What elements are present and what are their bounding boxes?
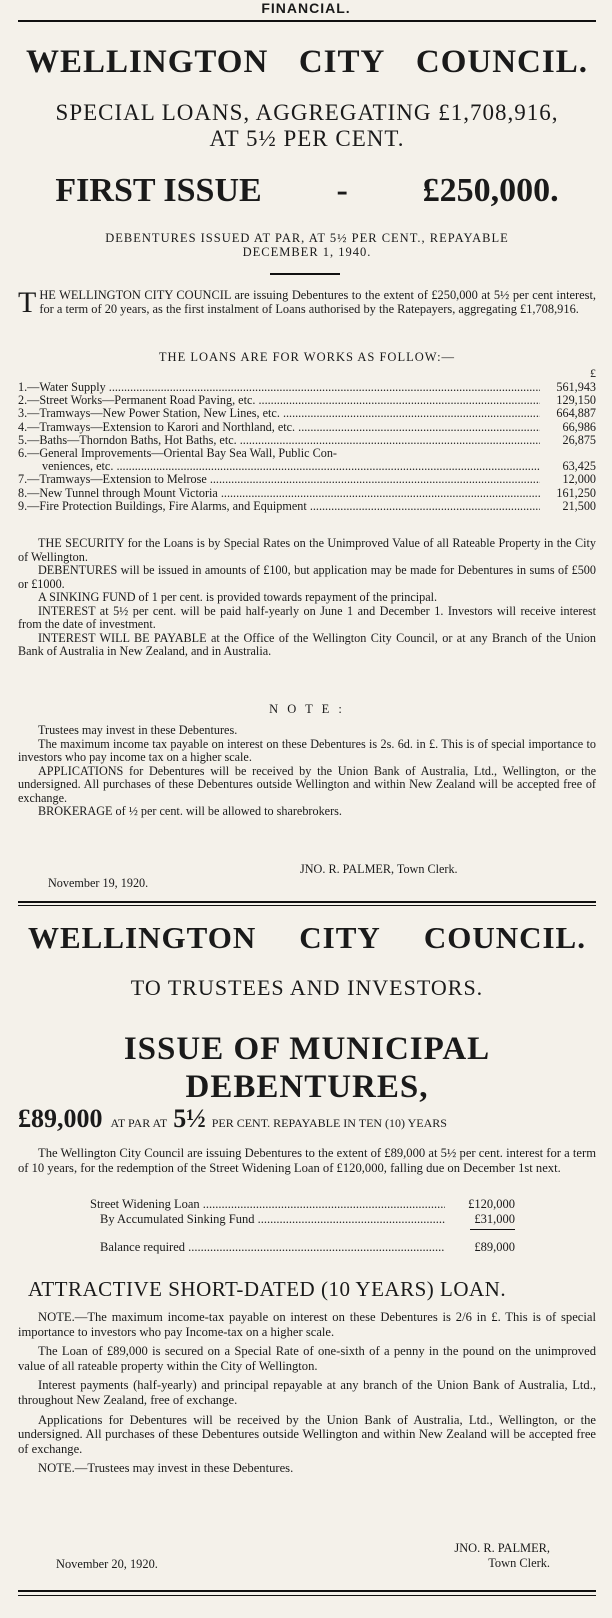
separator-rule	[18, 901, 596, 903]
ad1-paragraphs	[18, 537, 596, 659]
balance-amount: £89,000	[474, 1240, 515, 1254]
loan-label: 1.—Water Supply .....	[18, 381, 540, 394]
ad2-signature-name: JNO. R. PALMER,	[454, 1541, 550, 1555]
bottom-rule-thin	[18, 1595, 596, 1596]
ad1-paragraph: DEBENTURES will be issued in amounts of £100, but application may be made for Debentures in sums of £500 or £1000.	[18, 563, 596, 591]
ad2-issue-line1: ISSUE OF MUNICIPAL	[123, 1031, 491, 1067]
ad1-paragraph: INTEREST WILL BE PAYABLE at the Office of the Wellington City Council, or at any Branch of the Union Bank of Australia in New Zealand, and in Australia.	[18, 630, 596, 658]
loan-amount: 63,425	[562, 459, 596, 474]
separator-rule-thin	[18, 905, 596, 906]
ad1-issue-label: FIRST ISSUE	[55, 172, 262, 209]
ad2-intro-text: The Wellington City Council are issuing Debentures to the extent of £89,000 at 5½ per cent. interest for a term of 10 years, for the redemption of the Street Widening Loan of £120,000, falling due on December 1st next.	[18, 1146, 596, 1175]
account-amount: £120,000	[468, 1197, 515, 1211]
ad1-title-word: COUNCIL.	[415, 44, 588, 80]
balance-row	[100, 1240, 515, 1255]
ad1-issue-dash: -	[336, 172, 348, 209]
ad1-loans-list	[18, 381, 596, 513]
ad1-subtitle-line2: AT 5½ PER CENT.	[209, 126, 405, 151]
ad2-title-word: CITY	[299, 920, 381, 955]
short-divider	[270, 273, 340, 275]
ad2-attractive-heading: ATTRACTIVE SHORT-DATED (10 YEARS) LOAN.	[28, 1277, 507, 1301]
ad1-paragraph: THE SECURITY for the Loans is by Special Rates on the Unimproved Value of all Rateable Property in the City of Wellington.	[18, 536, 596, 564]
currency-symbol: £	[590, 366, 596, 380]
ad2-title-word: COUNCIL.	[423, 920, 586, 955]
ad2-paragraph: Applications for Debentures will be received by the Union Bank of Australia, Ltd., Wellington, or the undersigned. All purchases of these Debentures outside Wellington and within New Zealand will be accepted free of exchange.	[18, 1412, 596, 1456]
ad2-paragraph: NOTE.—The maximum income-tax payable on interest on these Debentures is 2/6 in £. This is of special importance to investors who pay Income-tax on a higher scale.	[18, 1310, 596, 1339]
ad1-title	[18, 44, 596, 81]
ad2-balance	[100, 1240, 515, 1255]
account-label: By Accumulated Sinking Fund .....	[100, 1212, 445, 1227]
ad2-subtitle: TO TRUSTEES AND INVESTORS.	[130, 975, 484, 1000]
ad1-paragraph: INTEREST at 5½ per cent. will be paid half-yearly on June 1 and December 1. Investors will receive interest from the date of investment.	[18, 603, 596, 631]
loan-label: 7.—Tramways—Extension to Melrose .....	[18, 473, 540, 486]
ad1-subtitle-line1: SPECIAL LOANS, AGGREGATING £1,708,916,	[55, 100, 559, 125]
ad2-amount-line	[18, 1104, 596, 1134]
loan-amount: 12,000	[562, 472, 596, 487]
ad2-at-par: AT PAR AT	[110, 1116, 168, 1130]
loan-amount: 21,500	[562, 498, 596, 513]
ad1-debentures-terms	[18, 231, 596, 259]
ad2-paragraph: NOTE.—Trustees may invest in these Debentures.	[38, 1461, 294, 1476]
loan-row	[18, 421, 596, 434]
loan-label: veniences, etc. .....	[18, 460, 540, 473]
loan-row	[18, 500, 596, 513]
ad2-date: November 20, 1920.	[56, 1557, 158, 1571]
ad1-dropcap: T	[18, 286, 37, 319]
ad1-intro-text: HE WELLINGTON CITY COUNCIL are issuing Debentures to the extent of £250,000 at 5½ per cent interest, for a term of 20 years, as the first instalment of Loans authorised by the Ratepayers, aggregating £1,708,916.	[39, 288, 596, 316]
account-row	[90, 1212, 515, 1227]
ad1-note: Trustees may invest in these Debentures.	[38, 723, 238, 737]
ad2-repayable: PER CENT. REPAYABLE IN TEN (10) YEARS	[211, 1116, 447, 1130]
balance-label: Balance required .....	[100, 1240, 445, 1255]
ad1-paragraph: A SINKING FUND of 1 per cent. is provided towards repayment of the principal.	[38, 590, 438, 604]
top-rule	[18, 20, 596, 22]
loan-label: 9.—Fire Protection Buildings, Fire Alarms, and Equipment .....	[18, 500, 540, 513]
account-label: Street Widening Loan .....	[90, 1197, 445, 1212]
ad1-signature: JNO. R. PALMER, Town Clerk.	[300, 862, 458, 876]
loan-row	[18, 407, 596, 420]
ad1-title-word: WELLINGTON	[26, 44, 269, 80]
ad1-note: The maximum income tax payable on interest on these Debentures is 2s. 6d. in £. This is of special importance to investors who pay income tax on a higher scale.	[18, 736, 596, 764]
ad1-issue-amount: £250,000.	[422, 172, 559, 209]
loan-label: 3.—Tramways—New Power Station, New Lines, etc. .....	[18, 407, 540, 420]
loan-amount: 561,943	[556, 380, 596, 394]
loan-label: 5.—Baths—Thorndon Baths, Hot Baths, etc. .....	[18, 434, 540, 447]
ad2-signature	[420, 1541, 550, 1571]
ad2-title-word: WELLINGTON	[28, 920, 257, 955]
ad1-note-heading: N O T E :	[269, 702, 345, 716]
ad2-rate: 5½	[173, 1104, 206, 1133]
loan-label: 6.—General Improvements—Oriental Bay Sea Wall, Public Con-	[18, 446, 337, 461]
ad1-date: November 19, 1920.	[48, 876, 149, 890]
ad2-issue-heading	[18, 1030, 596, 1106]
ad2-paragraphs	[18, 1310, 596, 1481]
loan-row	[18, 473, 596, 486]
loan-amount: 161,250	[556, 485, 596, 500]
ad1-note: APPLICATIONS for Debentures will be received by the Union Bank of Australia, Ltd., Wellington, or the undersigned. All purchases of these Debentures outside Wellington and within New Zealand will be accepted free of exchange.	[18, 763, 596, 805]
section-header: FINANCIAL.	[261, 0, 351, 16]
loan-row	[18, 394, 596, 407]
ad1-debentures-line2: DECEMBER 1, 1940.	[242, 245, 372, 259]
ad2-amount: £89,000	[18, 1104, 103, 1133]
ad2-accounts	[90, 1197, 515, 1226]
loan-amount: 66,986	[562, 419, 596, 434]
account-amount: £31,000	[474, 1211, 515, 1226]
ad1-loans-heading: THE LOANS ARE FOR WORKS AS FOLLOW:—	[158, 350, 456, 364]
ad1-debentures-line1: DEBENTURES ISSUED AT PAR, AT 5½ PER CENT., REPAYABLE	[105, 231, 509, 245]
accounts-rule	[470, 1229, 515, 1230]
loan-amount: 129,150	[556, 393, 596, 408]
loan-row	[18, 447, 596, 460]
loan-row	[18, 460, 596, 473]
ad1-note: BROKERAGE of ½ per cent. will be allowed to sharebrokers.	[38, 804, 342, 818]
loan-row	[18, 381, 596, 394]
loan-row	[18, 487, 596, 500]
ad2-title	[18, 920, 596, 956]
ad2-issue-line2: DEBENTURES,	[185, 1069, 429, 1105]
ad1-intro	[18, 286, 596, 319]
ad2-paragraph: The Loan of £89,000 is secured on a Special Rate of one-sixth of a penny in the pound on the unimproved value of all rateable property within the City of Wellington.	[18, 1344, 596, 1373]
ad1-notes	[18, 724, 596, 819]
loan-label: 4.—Tramways—Extension to Karori and Northland, etc. .....	[18, 421, 540, 434]
ad2-signature-title: Town Clerk.	[488, 1556, 550, 1570]
ad1-title-word: CITY	[298, 44, 386, 80]
loan-amount: 26,875	[562, 432, 596, 447]
loan-label: 8.—New Tunnel through Mount Victoria .....	[18, 487, 540, 500]
ad2-intro	[18, 1146, 596, 1175]
ad1-subtitle	[18, 100, 596, 152]
account-row	[90, 1197, 515, 1212]
ad2-paragraph: Interest payments (half-yearly) and principal repayable at any branch of the Union Bank of Australia, Ltd., throughout New Zealand, free of exchange.	[18, 1378, 596, 1407]
loan-amount: 664,887	[556, 406, 596, 421]
loan-label: 2.—Street Works—Permanent Road Paving, etc. .....	[18, 394, 540, 407]
ad1-issue-heading	[18, 172, 596, 210]
bottom-rule	[18, 1590, 596, 1592]
